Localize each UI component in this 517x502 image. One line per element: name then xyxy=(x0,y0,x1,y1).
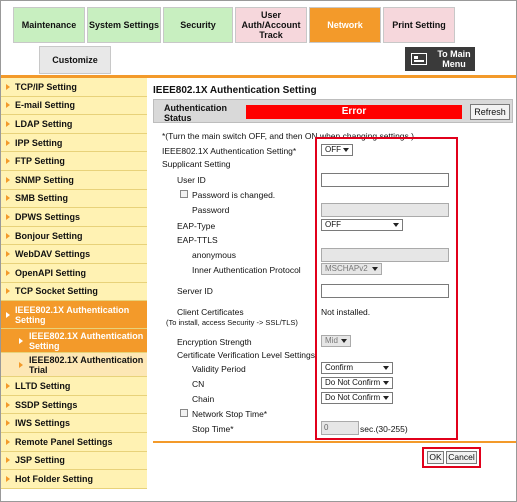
sidebar-item-label: Hot Folder Setting xyxy=(15,473,93,484)
sidebar-item-hot-folder[interactable] xyxy=(1,470,147,489)
sidebar-item-email[interactable] xyxy=(1,97,147,116)
password-changed-label: Password is changed. xyxy=(192,190,276,200)
sidebar-item-ieee8021x[interactable] xyxy=(1,301,147,329)
page-title: IEEE802.1X Authentication Setting xyxy=(153,85,317,96)
tab-maintenance[interactable] xyxy=(13,7,85,43)
arrow-right-icon xyxy=(6,251,10,257)
arrow-right-icon xyxy=(6,214,10,220)
sidebar-item-label: IPP Setting xyxy=(15,137,63,148)
server-id-label: Server ID xyxy=(177,286,213,296)
tab-security[interactable] xyxy=(163,7,233,43)
stop-time-unit: sec.(30-255) xyxy=(360,424,408,434)
sidebar-item-label: Bonjour Setting xyxy=(15,230,83,241)
tab-customize[interactable] xyxy=(39,46,111,74)
arrow-right-icon xyxy=(6,121,10,127)
stop-time-value: 0 xyxy=(324,423,329,432)
tab-network-label: Network xyxy=(327,20,363,30)
tab-print-setting[interactable] xyxy=(383,7,455,43)
sidebar-item-label: LDAP Setting xyxy=(15,118,73,129)
eap-type-label: EAP-Type xyxy=(177,221,216,231)
arrow-right-icon xyxy=(19,338,23,344)
sidebar-item-label: TCP Socket Setting xyxy=(15,286,98,297)
sidebar-item-ftp[interactable] xyxy=(1,152,147,171)
authentication-status-label: Authentication Status xyxy=(164,103,227,123)
sidebar-item-iws[interactable] xyxy=(1,414,147,433)
authentication-status-bar xyxy=(153,99,513,123)
arrow-right-icon xyxy=(6,158,10,164)
top-navigation xyxy=(1,1,517,75)
sidebar-item-label: WebDAV Settings xyxy=(15,249,91,260)
content-divider xyxy=(153,441,516,443)
stop-time-label: Stop Time* xyxy=(192,424,234,434)
sidebar-item-label: SSDP Settings xyxy=(15,399,78,410)
to-main-menu-label: To Main Menu xyxy=(437,49,471,69)
arrow-right-icon xyxy=(6,102,10,108)
sidebar-item-label: SMB Setting xyxy=(15,193,68,204)
arrow-right-icon xyxy=(6,457,10,463)
sidebar-subitem-label: IEEE802.1X Authentication Trial xyxy=(29,354,144,375)
user-id-label: User ID xyxy=(177,175,206,185)
encryption-strength-value: Mid xyxy=(325,336,338,345)
sidebar-subitem-ieee-auth-trial[interactable] xyxy=(1,353,147,377)
cert-verification-label: Certificate Verification Level Settings xyxy=(177,350,315,360)
sidebar-item-lltd[interactable] xyxy=(1,377,147,396)
sidebar-item-label: DPWS Settings xyxy=(15,211,81,222)
tab-user-auth-label: User Auth/Account Track xyxy=(241,10,301,40)
sidebar-subitem-ieee-auth-setting[interactable] xyxy=(1,329,147,353)
validity-period-label: Validity Period xyxy=(192,364,246,374)
refresh-button[interactable]: Refresh xyxy=(470,104,510,120)
network-stop-time-checkbox[interactable] xyxy=(180,409,188,417)
sidebar-item-remote-panel[interactable] xyxy=(1,433,147,452)
arrow-right-icon xyxy=(6,233,10,239)
sidebar-item-ipp[interactable] xyxy=(1,134,147,153)
validity-period-value: Confirm xyxy=(325,363,354,372)
tab-customize-label: Customize xyxy=(52,55,98,65)
sidebar-item-label: JSP Setting xyxy=(15,455,65,466)
arrow-down-icon xyxy=(6,312,10,318)
sidebar-item-bonjour[interactable] xyxy=(1,227,147,246)
tab-system-settings[interactable] xyxy=(87,7,161,43)
sidebar-item-ldap[interactable] xyxy=(1,115,147,134)
sidebar-item-tcp-ip[interactable] xyxy=(1,78,147,97)
sidebar-item-snmp[interactable] xyxy=(1,171,147,190)
sidebar-item-webdav[interactable] xyxy=(1,245,147,264)
ieee-setting-label: IEEE802.1X Authentication Setting* xyxy=(162,146,297,156)
to-main-menu-button[interactable] xyxy=(405,47,475,71)
sidebar-item-openapi[interactable] xyxy=(1,264,147,283)
client-certificates-note: (To install, access Security -> SSL/TLS) xyxy=(166,318,298,327)
inner-auth-protocol-label: Inner Authentication Protocol xyxy=(192,265,301,275)
tab-maintenance-label: Maintenance xyxy=(21,20,77,30)
encryption-strength-label: Encryption Strength xyxy=(177,337,252,347)
sidebar-item-label: Remote Panel Settings xyxy=(15,436,113,447)
sidebar-item-jsp[interactable] xyxy=(1,452,147,471)
arrow-right-icon xyxy=(19,362,23,368)
password-changed-checkbox[interactable] xyxy=(180,190,188,198)
tab-network[interactable] xyxy=(309,7,381,43)
sidebar-item-label: OpenAPI Setting xyxy=(15,267,87,278)
sidebar-item-label: IEEE802.1X Authentication Setting xyxy=(15,304,130,325)
tab-system-settings-label: System Settings xyxy=(88,20,160,30)
tab-user-auth-account-track[interactable] xyxy=(235,7,307,43)
sidebar-item-dpws[interactable] xyxy=(1,208,147,227)
main-menu-icon xyxy=(411,53,427,65)
chain-label: Chain xyxy=(192,394,215,404)
client-certificates-value: Not installed. xyxy=(321,307,371,317)
arrow-right-icon xyxy=(6,270,10,276)
supplicant-setting-label: Supplicant Setting xyxy=(162,159,231,169)
arrow-right-icon xyxy=(6,439,10,445)
eap-ttls-label: EAP-TTLS xyxy=(177,235,218,245)
sidebar xyxy=(1,78,147,502)
sidebar-subitem-label: IEEE802.1X Authentication Setting xyxy=(29,330,144,351)
sidebar-item-label: FTP Setting xyxy=(15,156,65,167)
tab-security-label: Security xyxy=(180,20,216,30)
status-badge: Error xyxy=(246,105,462,119)
sidebar-item-label: SNMP Setting xyxy=(15,174,74,185)
password-label: Password xyxy=(192,205,230,215)
restart-note: *(Turn the main switch OFF, and then ON when changing settings.) xyxy=(162,131,414,141)
arrow-right-icon xyxy=(6,84,10,90)
arrow-right-icon xyxy=(6,140,10,146)
client-certificates-label: Client Certificates xyxy=(177,307,244,317)
cn-label: CN xyxy=(192,379,205,389)
arrow-right-icon xyxy=(6,288,10,294)
sidebar-item-label: E-mail Setting xyxy=(15,100,76,111)
sidebar-item-label: TCP/IP Setting xyxy=(15,81,77,92)
arrow-right-icon xyxy=(6,420,10,426)
sidebar-item-tcp-socket[interactable] xyxy=(1,283,147,302)
cancel-button[interactable]: Cancel xyxy=(446,451,477,464)
action-buttons-highlight-box xyxy=(422,447,481,468)
arrow-right-icon xyxy=(6,402,10,408)
arrow-right-icon xyxy=(6,195,10,201)
cn-value: Do Not Confirm xyxy=(325,378,381,387)
sidebar-item-label: IWS Settings xyxy=(15,418,71,429)
ieee-setting-value: OFF xyxy=(325,145,341,154)
sidebar-item-smb[interactable] xyxy=(1,190,147,209)
eap-type-value: OFF xyxy=(325,220,341,229)
ok-button[interactable]: OK xyxy=(427,451,444,464)
anonymous-label: anonymous xyxy=(192,250,236,260)
arrow-right-icon xyxy=(6,383,10,389)
chain-value: Do Not Confirm xyxy=(325,393,381,402)
network-stop-time-label: Network Stop Time* xyxy=(192,409,268,419)
tab-print-setting-label: Print Setting xyxy=(392,20,446,30)
inner-auth-protocol-value: MSCHAPv2 xyxy=(325,264,368,273)
arrow-right-icon xyxy=(6,476,10,482)
settings-highlight-box xyxy=(315,137,458,440)
sidebar-item-ssdp[interactable] xyxy=(1,396,147,415)
arrow-right-icon xyxy=(6,177,10,183)
sidebar-item-label: LLTD Setting xyxy=(15,380,71,391)
